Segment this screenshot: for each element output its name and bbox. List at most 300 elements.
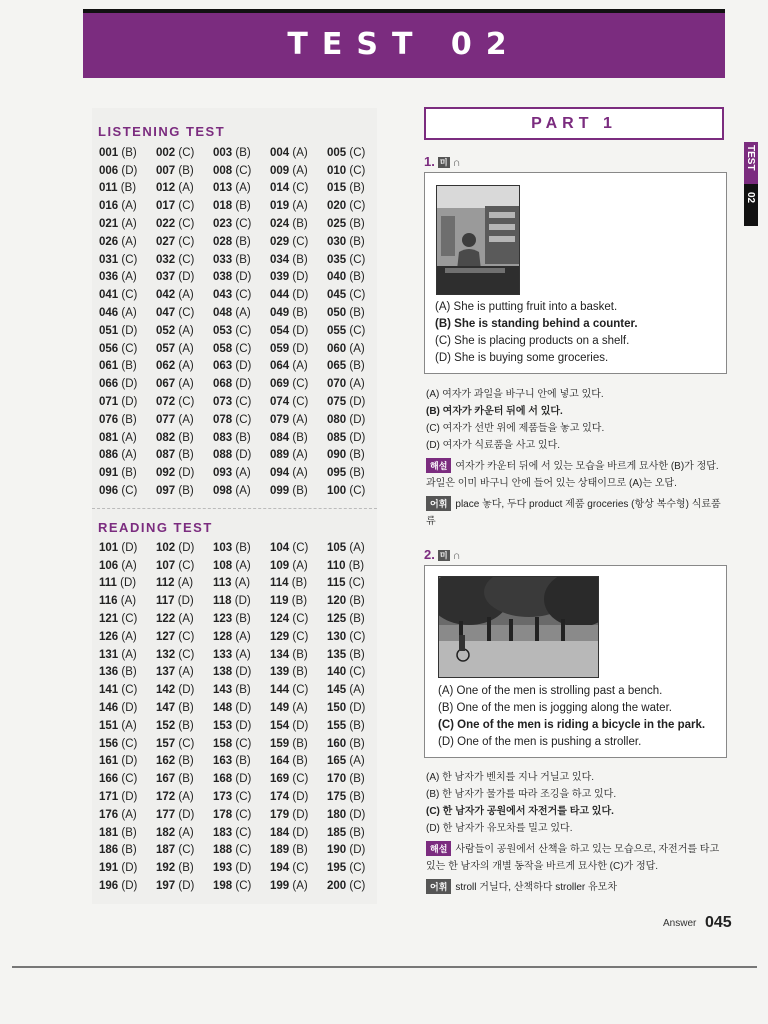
answer-cell: [99, 182, 156, 194]
answer-cell: [327, 325, 384, 337]
question-number: 008: [213, 164, 233, 177]
answer-letter: (D): [121, 791, 138, 804]
answer-letter: (D): [349, 844, 366, 857]
question-1-number: 1.: [424, 154, 435, 169]
answer-letter: (B): [178, 773, 194, 786]
accent-badge: 미: [439, 158, 448, 168]
question-number: 088: [213, 449, 233, 462]
question-number: 069: [270, 378, 290, 391]
answer-letter: (C): [235, 289, 252, 302]
answer-cell: [213, 666, 270, 678]
answer-cell: [327, 862, 384, 874]
answer-row: [99, 717, 384, 735]
answer-cell: [327, 613, 384, 625]
question-number: 026: [99, 235, 119, 248]
answer-row: [99, 592, 384, 610]
listening-answer-grid: [99, 144, 384, 500]
question-number: 109: [270, 559, 290, 572]
question-number: 048: [213, 307, 233, 320]
answer-letter: (A): [235, 307, 251, 320]
answer-cell: [99, 560, 156, 572]
question-number: 083: [213, 431, 233, 444]
answer-letter: (A): [121, 200, 137, 213]
answer-cell: [327, 577, 384, 589]
answer-letter: (C): [348, 577, 365, 590]
answer-cell: [156, 560, 213, 572]
answer-cell: [99, 595, 156, 607]
answer-letter: (B): [349, 235, 365, 248]
answer-cell: [270, 432, 327, 444]
answer-cell: [270, 236, 327, 248]
answer-cell: [270, 755, 327, 767]
page-number: 045: [705, 914, 732, 931]
answer-cell: [270, 862, 327, 874]
answer-letter: (C): [178, 630, 195, 643]
answer-cell: [270, 577, 327, 589]
answer-cell: [156, 862, 213, 874]
answer-row: [99, 877, 384, 895]
answer-cell: [156, 773, 213, 785]
answer-cell: [327, 649, 384, 661]
question-number: 193: [213, 862, 233, 875]
answer-letter: (B): [178, 449, 194, 462]
answer-cell: [327, 254, 384, 266]
q1-option-a: (A) She is putting fruit into a basket.: [435, 301, 618, 313]
answer-cell: [156, 378, 213, 390]
question-number: 191: [99, 862, 119, 875]
question-number: 179: [270, 808, 290, 821]
question-number: 117: [156, 595, 175, 608]
answer-cell: [327, 702, 384, 714]
vocab-tag: 어휘: [426, 879, 451, 894]
answer-letter: (B): [235, 200, 251, 213]
answer-cell: [213, 827, 270, 839]
question-number: 035: [327, 253, 347, 266]
answer-row: [99, 447, 384, 465]
question-number: 065: [327, 360, 347, 373]
answer-letter: (C): [235, 826, 252, 839]
question-number: 006: [99, 164, 119, 177]
answer-cell: [99, 396, 156, 408]
answer-cell: [270, 218, 327, 230]
answer-letter: (B): [121, 467, 137, 480]
question-number: 200: [327, 880, 347, 893]
answer-cell: [270, 702, 327, 714]
answer-cell: [327, 595, 384, 607]
answer-cell: [270, 414, 327, 426]
answer-cell: [156, 325, 213, 337]
answer-cell: [327, 755, 384, 767]
answer-cell: [213, 236, 270, 248]
answer-cell: [99, 200, 156, 212]
question-number: 094: [270, 467, 290, 480]
question-1-header: [424, 154, 461, 169]
answer-cell: [99, 631, 156, 643]
q2-explanation: [426, 840, 719, 856]
question-number: 172: [156, 791, 176, 804]
answer-letter: (D): [349, 808, 366, 821]
answer-cell: [270, 666, 327, 678]
answer-letter: (C): [292, 235, 309, 248]
answer-cell: [156, 649, 213, 661]
answer-row: [99, 429, 384, 447]
answer-row: [99, 411, 384, 429]
answer-letter: (B): [235, 541, 251, 554]
question-number: 159: [270, 737, 290, 750]
q1-explain-line-1: 여자가 카운터 뒤에 서 있는 모습을 바르게 묘사한 (B)가 정답.: [455, 461, 719, 472]
question-number: 045: [327, 289, 347, 302]
question-number: 025: [327, 218, 347, 231]
answer-letter: (A): [235, 485, 251, 498]
answer-letter: (C): [121, 342, 138, 355]
answer-letter: (A): [121, 808, 137, 821]
answer-row: [99, 539, 384, 557]
answer-cell: [327, 720, 384, 732]
question-number: 049: [270, 307, 290, 320]
answer-letter: (C): [349, 862, 366, 875]
answer-cell: [213, 791, 270, 803]
question-number: 058: [213, 342, 233, 355]
q1-vocab-line-2: 류: [426, 516, 436, 527]
answer-letter: (C): [178, 559, 195, 572]
answer-letter: (D): [121, 396, 138, 409]
answer-cell: [99, 449, 156, 461]
answer-letter: (D): [235, 271, 252, 284]
answer-letter: (A): [292, 200, 308, 213]
question-number: 147: [156, 702, 176, 715]
answer-row: [99, 375, 384, 393]
answer-letter: (B): [292, 755, 308, 768]
footer-label: Answer: [663, 918, 697, 929]
question-number: 098: [213, 485, 233, 498]
answer-letter: (B): [349, 307, 365, 320]
answer-cell: [270, 165, 327, 177]
answer-letter: (C): [235, 218, 252, 231]
question-number: 150: [327, 702, 347, 715]
answer-letter: (A): [121, 271, 137, 284]
question-number: 136: [99, 666, 119, 679]
answer-cell: [327, 880, 384, 892]
question-number: 038: [213, 271, 233, 284]
question-number: 164: [270, 755, 290, 768]
answer-cell: [213, 307, 270, 319]
question-number: 041: [99, 289, 119, 302]
answer-row: [99, 286, 384, 304]
answer-cell: [99, 147, 156, 159]
accent-badge: 미: [439, 551, 448, 561]
answer-letter: (C): [121, 485, 138, 498]
answer-cell: [156, 485, 213, 497]
answer-cell: [327, 396, 384, 408]
question-number: 028: [213, 235, 233, 248]
answer-cell: [270, 809, 327, 821]
answer-cell: [213, 773, 270, 785]
answer-letter: (C): [349, 485, 366, 498]
answer-cell: [99, 738, 156, 750]
answer-row: [99, 162, 384, 180]
answer-row: [99, 753, 384, 771]
question-number: 138: [213, 666, 233, 679]
question-number: 182: [156, 826, 176, 839]
answer-cell: [156, 271, 213, 283]
answer-cell: [99, 485, 156, 497]
answer-cell: [213, 844, 270, 856]
answer-row: [99, 610, 384, 628]
answer-cell: [156, 449, 213, 461]
answer-row: [99, 233, 384, 251]
question-number: 145: [327, 684, 347, 697]
question-number: 103: [213, 541, 233, 554]
answer-letter: (A): [178, 289, 194, 302]
answer-cell: [327, 467, 384, 479]
answer-cell: [213, 396, 270, 408]
answer-cell: [327, 236, 384, 248]
answer-cell: [270, 542, 327, 554]
answer-cell: [327, 289, 384, 301]
answer-letter: (A): [121, 218, 137, 231]
question-number: 171: [99, 791, 119, 804]
answer-letter: (A): [235, 630, 251, 643]
question-number: 024: [270, 218, 290, 231]
answer-letter: (D): [235, 862, 252, 875]
question-number: 063: [213, 360, 233, 373]
answer-cell: [270, 147, 327, 159]
answer-letter: (C): [178, 307, 195, 320]
answer-letter: (B): [349, 737, 365, 750]
answer-cell: [99, 218, 156, 230]
answer-letter: (B): [121, 360, 137, 373]
answer-letter: (C): [235, 342, 252, 355]
question-number: 009: [270, 164, 290, 177]
answer-letter: (A): [234, 577, 251, 590]
answer-cell: [270, 396, 327, 408]
question-number: 074: [270, 396, 290, 409]
question-number: 039: [270, 271, 290, 284]
answer-letter: (C): [121, 737, 138, 750]
answer-cell: [213, 378, 270, 390]
answer-letter: (B): [349, 218, 365, 231]
question-number: 175: [327, 791, 347, 804]
answer-letter: (B): [292, 218, 308, 231]
q1-option-c: (C) She is placing products on a shelf.: [435, 335, 630, 347]
question-number: 169: [270, 773, 290, 786]
answer-cell: [270, 449, 327, 461]
question-number: 198: [213, 880, 233, 893]
question-number: 091: [99, 467, 119, 480]
answer-letter: (A): [121, 559, 137, 572]
answer-row: [99, 322, 384, 340]
answer-letter: (C): [292, 613, 309, 626]
question-number: 163: [213, 755, 233, 768]
question-number: 084: [270, 431, 290, 444]
question-number: 194: [270, 862, 290, 875]
answer-letter: (D): [292, 289, 309, 302]
answer-letter: (A): [292, 360, 308, 373]
question-number: 196: [99, 880, 119, 893]
answer-cell: [99, 755, 156, 767]
answer-letter: (B): [348, 559, 365, 572]
answer-letter: (B): [121, 844, 137, 857]
question-number: 071: [99, 396, 119, 409]
question-number: 139: [270, 666, 290, 679]
answer-cell: [156, 414, 213, 426]
answer-letter: (C): [235, 808, 252, 821]
answer-cell: [156, 343, 213, 355]
question-number: 095: [327, 467, 347, 480]
answer-letter: (B): [292, 485, 308, 498]
answer-cell: [99, 666, 156, 678]
answer-cell: [270, 773, 327, 785]
answer-cell: [156, 289, 213, 301]
answer-cell: [156, 880, 213, 892]
answer-cell: [213, 755, 270, 767]
question-number: 106: [99, 559, 119, 572]
answer-cell: [213, 595, 270, 607]
answer-row: [99, 575, 384, 593]
question-number: 180: [327, 808, 347, 821]
answer-letter: (B): [235, 235, 251, 248]
answer-letter: (B): [349, 467, 365, 480]
answer-letter: (A): [178, 826, 194, 839]
answer-row: [99, 859, 384, 877]
question-number: 116: [99, 595, 118, 608]
answer-letter: (A): [235, 648, 251, 661]
answer-letter: (B): [349, 360, 365, 373]
q2-option-b: (B) One of the men is jogging along the water.: [438, 702, 672, 714]
answer-cell: [213, 542, 270, 554]
question-number: 068: [213, 378, 233, 391]
question-number: 137: [156, 666, 176, 679]
question-number: 174: [270, 791, 290, 804]
explanation-tag: 해설: [426, 458, 451, 473]
answer-cell: [213, 809, 270, 821]
answer-row: [99, 393, 384, 411]
reading-answer-grid: [99, 539, 384, 895]
answer-cell: [156, 631, 213, 643]
answer-letter: (C): [292, 541, 309, 554]
answer-letter: (A): [292, 880, 308, 893]
q1-korean-a: (A) 여자가 과일을 바구니 안에 넣고 있다.: [426, 389, 604, 400]
answer-letter: (A): [120, 595, 137, 608]
answer-cell: [213, 432, 270, 444]
question-number: 054: [270, 324, 290, 337]
answer-cell: [327, 809, 384, 821]
answer-letter: (D): [235, 360, 252, 373]
answer-letter: (D): [235, 449, 252, 462]
answer-letter: (A): [178, 413, 194, 426]
q1-option-d: (D) She is buying some groceries.: [435, 352, 609, 364]
answer-cell: [156, 307, 213, 319]
question-number: 093: [213, 467, 233, 480]
answer-letter: (A): [121, 630, 137, 643]
question-number: 161: [99, 755, 119, 768]
answer-letter: (D): [178, 808, 195, 821]
question-number: 189: [270, 844, 290, 857]
answer-cell: [327, 827, 384, 839]
question-number: 157: [156, 737, 176, 750]
answer-cell: [99, 343, 156, 355]
question-number: 055: [327, 324, 347, 337]
answer-letter: (C): [292, 684, 309, 697]
answer-letter: (D): [292, 826, 309, 839]
q2-vocab: [426, 878, 617, 894]
answer-letter: (C): [349, 324, 366, 337]
answer-cell: [213, 577, 270, 589]
answer-cell: [327, 791, 384, 803]
question-number: 195: [327, 862, 347, 875]
question-number: 108: [213, 559, 233, 572]
question-number: 007: [156, 164, 176, 177]
answer-letter: (D): [234, 595, 251, 608]
answer-row: [99, 269, 384, 287]
answer-letter: (A): [292, 449, 308, 462]
question-number: 135: [327, 648, 347, 661]
question-number: 130: [327, 630, 347, 643]
answer-letter: (B): [235, 613, 251, 626]
q2-vocab-line-1: stroll 거닐다, 산책하다 stroller 유모차: [455, 882, 618, 893]
question-number: 073: [213, 396, 233, 409]
question-number: 018: [213, 200, 233, 213]
question-number: 177: [156, 808, 176, 821]
answer-cell: [156, 666, 213, 678]
question-number: 107: [156, 559, 176, 572]
question-number: 127: [156, 630, 176, 643]
answer-cell: [270, 844, 327, 856]
question-number: 100: [327, 485, 347, 498]
question-number: 123: [213, 613, 233, 626]
answer-cell: [99, 307, 156, 319]
question-number: 170: [327, 773, 347, 786]
question-number: 176: [99, 808, 119, 821]
q2-option-c: (C) One of the men is riding a bicycle in the park.: [438, 719, 706, 731]
answer-letter: (D): [292, 342, 309, 355]
answer-cell: [156, 236, 213, 248]
answer-letter: (B): [178, 702, 194, 715]
answer-letter: (C): [235, 880, 252, 893]
question-number: 019: [270, 200, 290, 213]
question-number: 064: [270, 360, 290, 373]
question-number: 112: [156, 577, 175, 590]
answer-cell: [213, 449, 270, 461]
answer-cell: [327, 432, 384, 444]
answer-letter: (B): [121, 826, 137, 839]
question-number: 082: [156, 431, 176, 444]
question-number: 003: [213, 146, 233, 159]
answer-cell: [213, 414, 270, 426]
question-number: 155: [327, 719, 347, 732]
answer-cell: [327, 485, 384, 497]
question-number: 165: [327, 755, 347, 768]
answer-cell: [213, 880, 270, 892]
question-number: 125: [327, 613, 347, 626]
answer-letter: (D): [292, 808, 309, 821]
answer-letter: (D): [178, 684, 195, 697]
answer-cell: [270, 720, 327, 732]
question-number: 160: [327, 737, 347, 750]
question-1-photo: [436, 185, 520, 295]
answer-cell: [327, 378, 384, 390]
question-number: 012: [156, 182, 176, 195]
q2-explain-line-2: 있는 한 남자의 개별 동작을 바르게 묘사한 (C)가 정답.: [426, 861, 659, 872]
answer-cell: [156, 182, 213, 194]
answer-letter: (C): [292, 378, 309, 391]
answer-cell: [213, 165, 270, 177]
question-number: 110: [327, 559, 346, 572]
answer-letter: (B): [349, 791, 365, 804]
answer-letter: (D): [292, 791, 309, 804]
answer-letter: (C): [121, 773, 138, 786]
answer-cell: [213, 485, 270, 497]
